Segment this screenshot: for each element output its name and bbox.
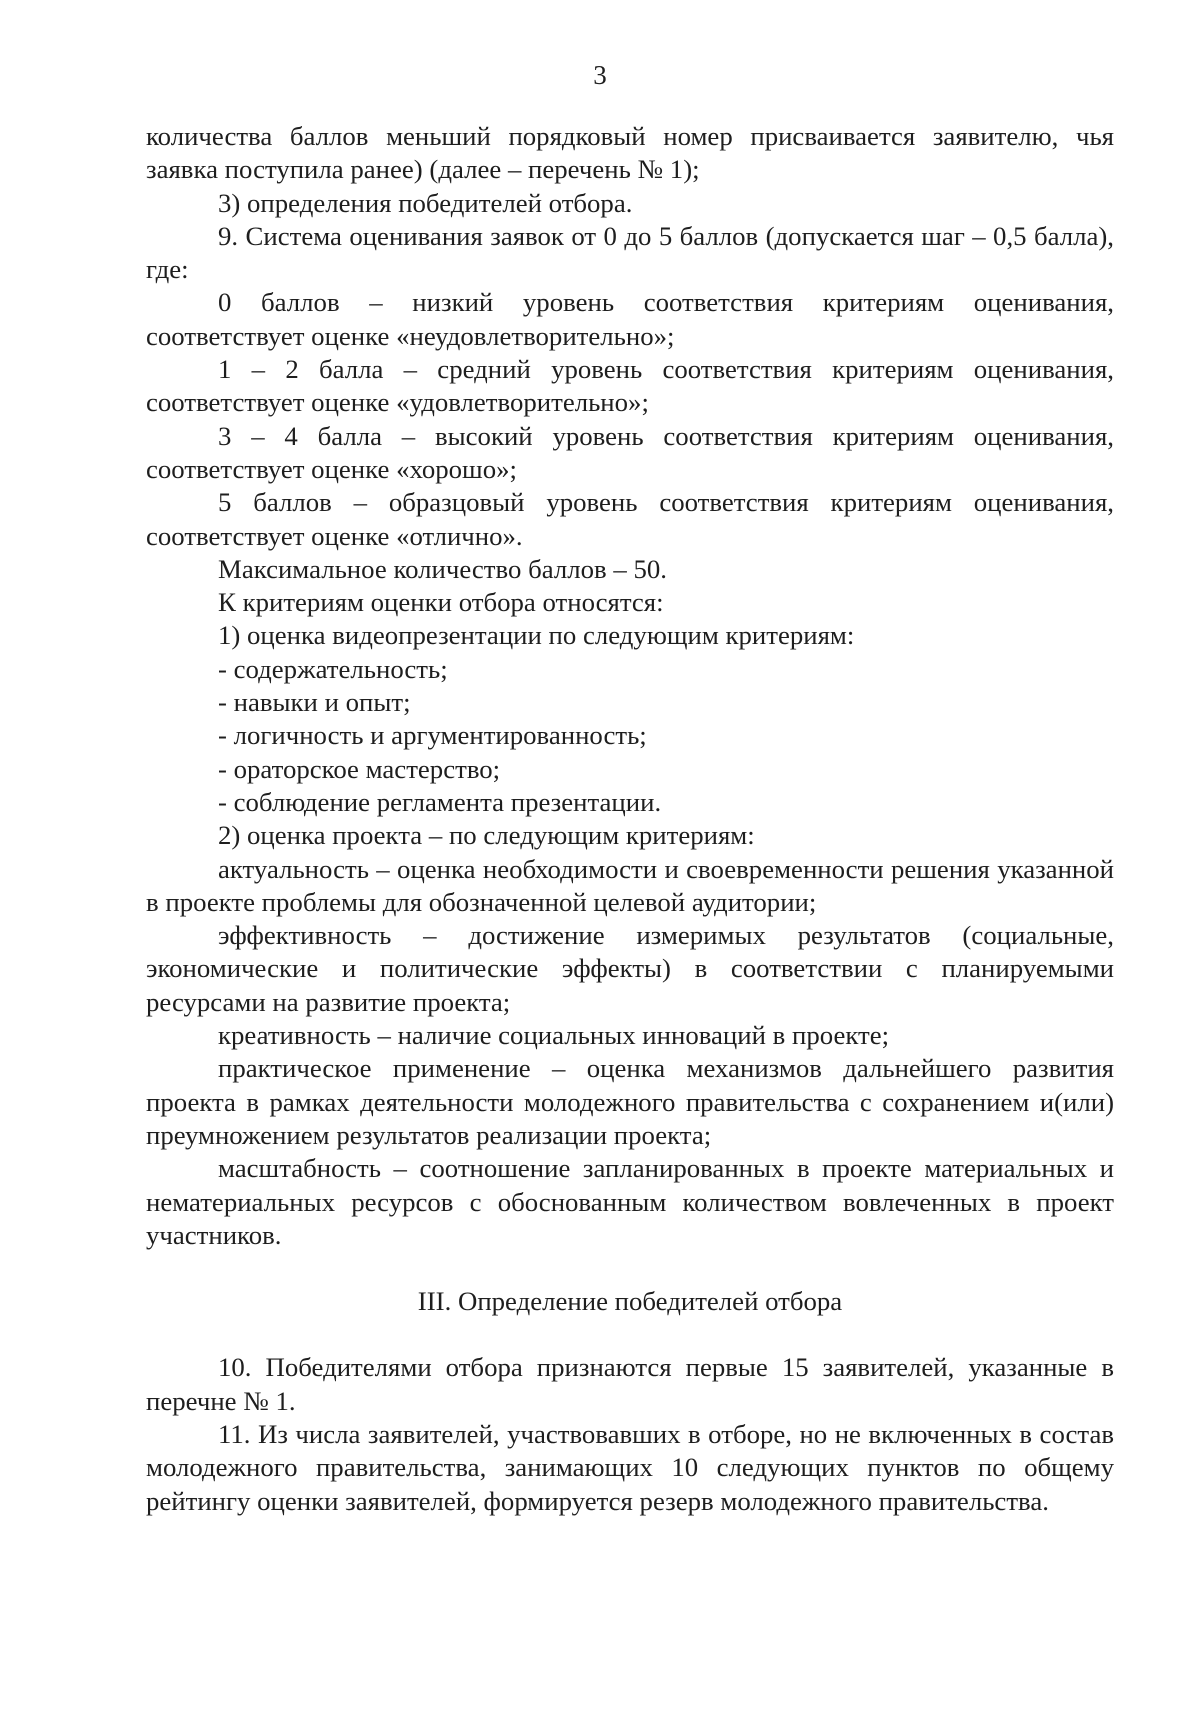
section-heading: III. Определение победителей отбора — [417, 1286, 843, 1317]
paragraph: - навыки и опыт; — [218, 687, 411, 718]
paragraph: 5 баллов – образцовый уровень соответствия критериям оценивания, соответствует оценке «отлично». — [146, 487, 1114, 551]
paragraph: Максимальное количество баллов – 50. — [218, 553, 667, 584]
page-number: 3 — [593, 60, 607, 90]
paragraph: - соблюдение регламента презентации. — [218, 786, 662, 817]
paragraph: масштабность – соотношение запланированных в проекте материальных и нематериальных ресурсов с обоснованным количеством вовлеченных в проект участников. — [146, 1153, 1114, 1250]
paragraph: 1) оценка видеопрезентации по следующим критериям: — [218, 620, 855, 651]
paragraph: креативность – наличие социальных инноваций в проекте; — [218, 1020, 890, 1051]
paragraph: 9. Система оценивания заявок от 0 до 5 баллов (допускается шаг – 0,5 балла), где: — [146, 220, 1114, 285]
paragraph: 0 баллов – низкий уровень соответствия критериям оценивания, соответствует оценке «неудовлетворительно»; — [146, 287, 1114, 351]
paragraph: К критериям оценки отбора относятся: — [218, 587, 664, 618]
paragraph: 1 – 2 балла – средний уровень соответствия критериям оценивания, соответствует оценке «удовлетворительно»; — [146, 354, 1114, 418]
paragraph: количества баллов меньший порядковый номер присваивается заявителю, чья заявка поступила ранее) (далее – перечень № 1); — [146, 121, 1114, 185]
paragraph: - содержательность; — [218, 653, 448, 684]
paragraph: 11. Из числа заявителей, участвовавших в отборе, но не включенных в состав молодежного правительства, занимающих 10 следующих пунктов по общему рейтингу оценки заявителей, формируется резерв молодежного правительства. — [146, 1418, 1114, 1516]
criteria-section — [146, 120, 1114, 1252]
paragraph: 3) определения победителей отбора. — [218, 187, 633, 218]
winners-section — [146, 1351, 1114, 1517]
paragraph: 3 – 4 балла – высокий уровень соответствия критериям оценивания, соответствует оценке «хорошо»; — [146, 420, 1114, 484]
paragraph: эффективность – достижение измеримых результатов (социальные, экономические и политические эффекты) в соответствии с планируемыми ресурсами на развитие проекта; — [146, 920, 1114, 1017]
paragraph: - ораторское мастерство; — [218, 753, 501, 784]
paragraph: 2) оценка проекта – по следующим критериям: — [218, 820, 755, 851]
paragraph: 10. Победителями отбора признаются первые 15 заявителей, указанные в перечне № 1. — [146, 1352, 1114, 1416]
document-body — [146, 120, 1114, 1518]
paragraph: практическое применение – оценка механизмов дальнейшего развития проекта в рамках деятельности молодежного правительства с сохранением и(или) преумножением результатов реализации проекта; — [146, 1053, 1114, 1150]
paragraph: - логичность и аргументированность; — [218, 720, 647, 751]
paragraph: актуальность – оценка необходимости и своевременности решения указанной в проекте проблемы для обозначенной целевой аудитории; — [146, 853, 1114, 917]
